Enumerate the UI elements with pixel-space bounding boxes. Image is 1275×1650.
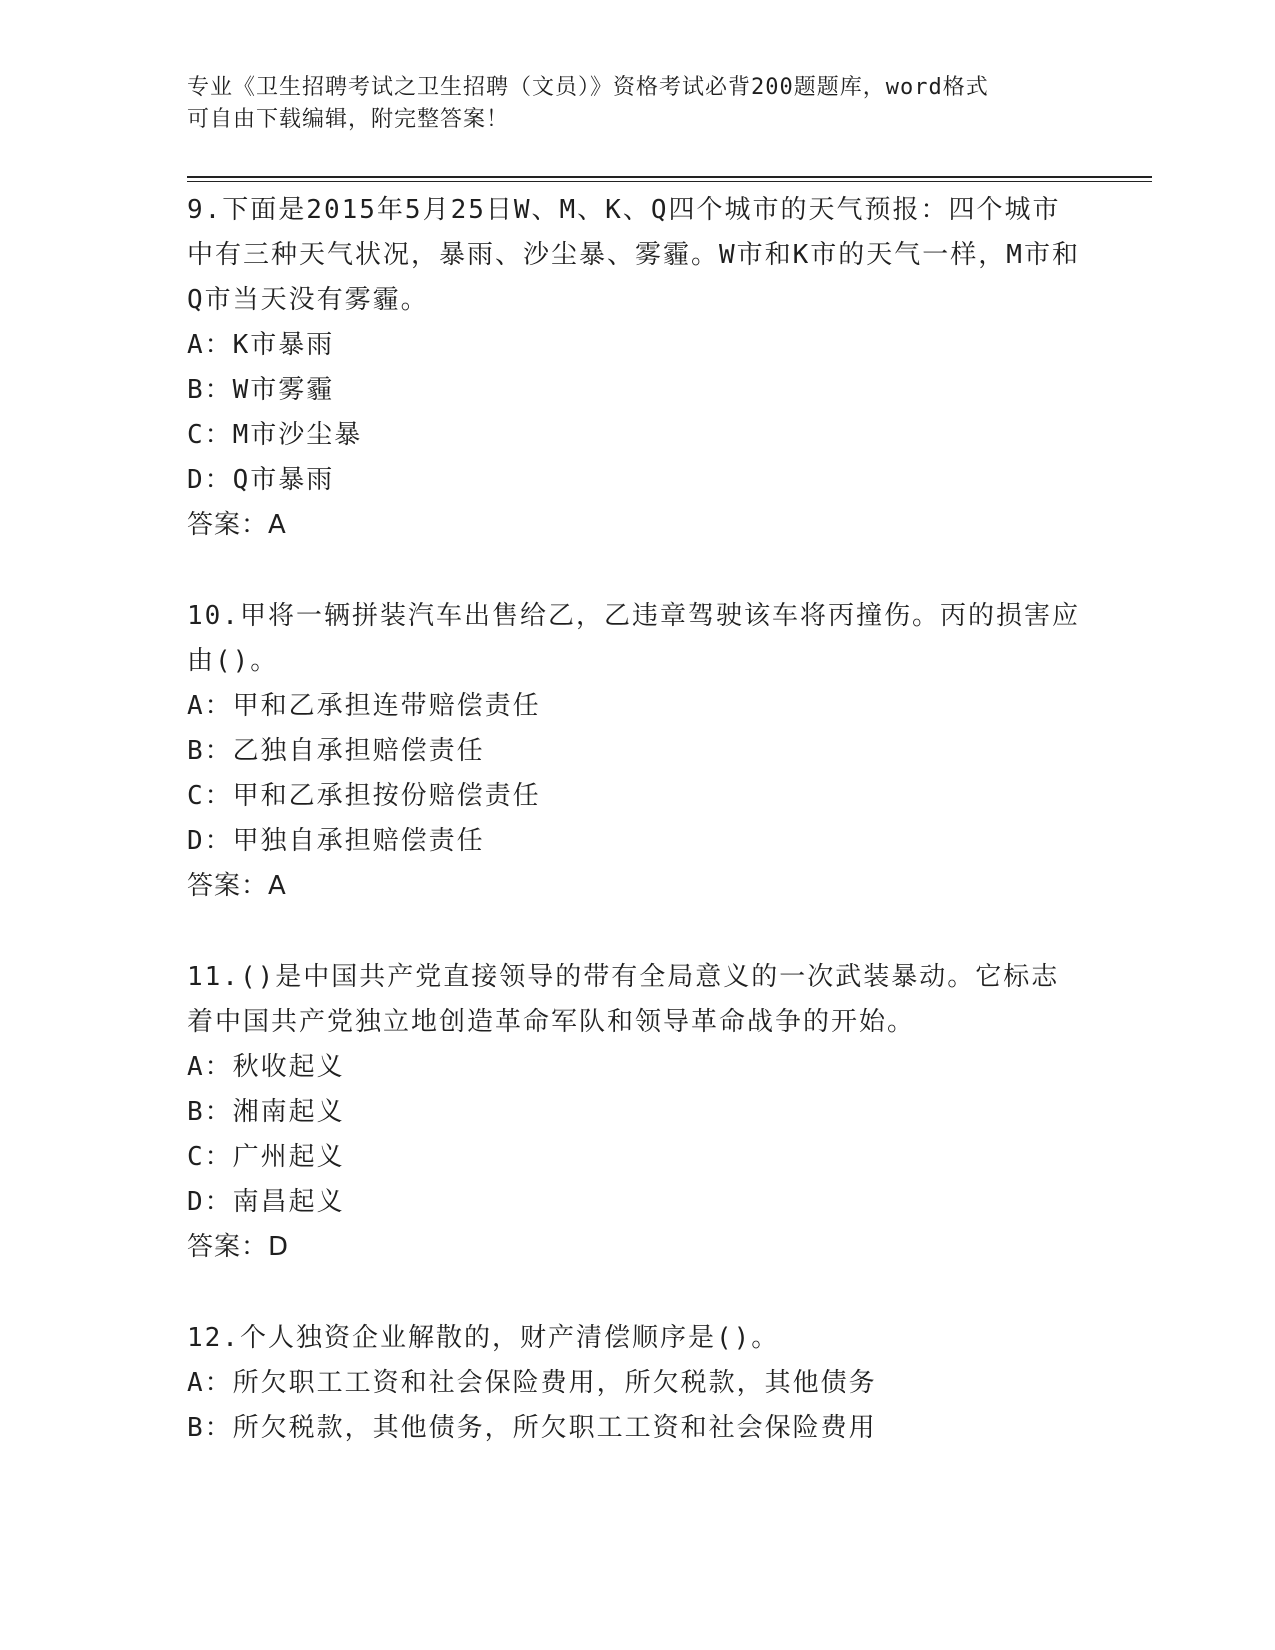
question-text: 10.甲将一辆拼装汽车出售给乙，乙违章驾驶该车将丙撞伤。丙的损害应由()。 xyxy=(187,601,1080,676)
option-c: C：甲和乙承担按份赔偿责任 xyxy=(187,781,541,811)
question-text: 12.个人独资企业解散的，财产清偿顺序是()。 xyxy=(187,1323,780,1353)
option-b: B：乙独自承担赔偿责任 xyxy=(187,736,485,766)
option-a: A：秋收起义 xyxy=(187,1052,345,1082)
option-b: B：W市雾霾 xyxy=(187,375,335,405)
header-line-2: 可自由下载编辑，附完整答案！ xyxy=(187,107,510,132)
option-b: B：所欠税款，其他债务，所欠职工工资和社会保险费用 xyxy=(187,1413,877,1443)
answer-line: 答案：D xyxy=(187,1232,290,1262)
option-a: A：甲和乙承担连带赔偿责任 xyxy=(187,691,541,721)
option-b: B：湘南起义 xyxy=(187,1097,345,1127)
header-divider xyxy=(187,176,1152,182)
question-9 xyxy=(187,188,1087,548)
option-c: C：广州起义 xyxy=(187,1142,345,1172)
option-d: D：甲独自承担赔偿责任 xyxy=(187,826,485,856)
option-a: A：所欠职工工资和社会保险费用，所欠税款，其他债务 xyxy=(187,1368,877,1398)
question-text: 11.()是中国共产党直接领导的带有全局意义的一次武装暴动。它标志着中国共产党独立地创造革命军队和领导革命战争的开始。 xyxy=(187,962,1060,1037)
question-text: 9.下面是2015年5月25日W、M、K、Q四个城市的天气预报：四个城市中有三种天气状况，暴雨、沙尘暴、雾霾。W市和K市的天气一样，M市和Q市当天没有雾霾。 xyxy=(187,195,1080,315)
option-d: D：南昌起义 xyxy=(187,1187,345,1217)
header-line-1: 专业《卫生招聘考试之卫生招聘（文员）》资格考试必背200题题库，word格式 xyxy=(187,75,989,100)
answer-line: 答案：A xyxy=(187,510,287,540)
question-10 xyxy=(187,594,1087,909)
question-list xyxy=(187,188,1087,1497)
answer-line: 答案：A xyxy=(187,871,287,901)
option-a: A：K市暴雨 xyxy=(187,330,335,360)
option-d: D：Q市暴雨 xyxy=(187,465,335,495)
option-c: C：M市沙尘暴 xyxy=(187,420,363,450)
question-11 xyxy=(187,955,1087,1270)
document-header xyxy=(187,72,1087,136)
question-12 xyxy=(187,1316,1087,1451)
